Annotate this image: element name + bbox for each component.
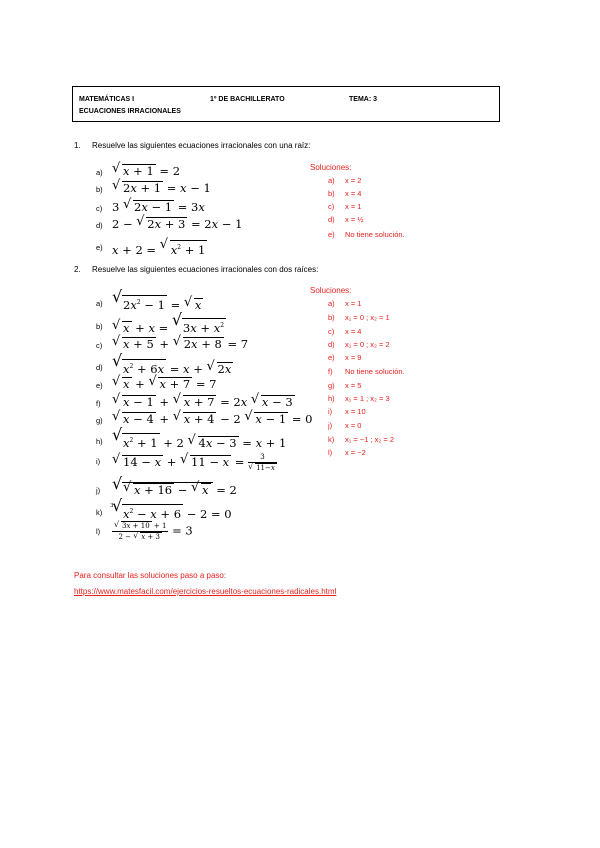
header-unit: ECUACIONES IRRACIONALES — [79, 108, 181, 115]
q2-label-f: f) — [96, 399, 101, 408]
q2-equation-f: √ x − 1 + √ x + 7 = 2x √ x − 3 — [112, 395, 295, 409]
q2-label-g: g) — [96, 416, 103, 425]
q2-solution-c: c) x = 4 — [328, 327, 362, 336]
footer-title: Para consultar las soluciones paso a paso: — [74, 571, 227, 580]
q2-solution-b: b) x₁ = 0 ; x₂ = 1 — [328, 313, 390, 322]
question-2-text: Resuelve las siguientes ecuaciones irracionales con dos raíces: — [92, 265, 319, 274]
header-course: 1º DE BACHILLERATO — [210, 96, 285, 103]
q2-equation-i: √ 14 − x + √ 11 − x = 3 √ 11−x — [112, 453, 277, 473]
q2-equation-l: √ $\frac{3x + 10 + 1}{2 - √ x + 3}$ = 3 — [112, 521, 193, 542]
q2-equation-a: √ $2x^2 - 1$ = √ x — [112, 295, 203, 312]
q2-equation-e: √ x + √ x + 7 = 7 — [112, 377, 216, 391]
q1-label-e: e) — [96, 243, 103, 252]
q1-label-c: c) — [96, 204, 103, 213]
q2-label-l: l) — [96, 527, 101, 536]
q2-solution-a: a) x = 1 — [328, 299, 362, 308]
q2-solution-h: h) x₁ = 1 ; x₂ = 3 — [328, 394, 390, 403]
question-2-number: 2. — [74, 265, 81, 274]
q2-label-j: j) — [96, 486, 101, 495]
q2-solution-g: g) x = 5 — [328, 381, 362, 390]
q1-equation-c: 3 √ 2x − 1 = 3x — [112, 200, 205, 214]
question-2-title — [74, 265, 318, 274]
q2-equation-g: √ x − 4 + √ x + 4 − 2 √ x − 1 = 0 — [112, 412, 312, 426]
q1-solution-c: c) x = 1 — [328, 202, 362, 211]
header-box — [72, 86, 500, 122]
q2-label-h: h) — [96, 437, 103, 446]
question-1-text: Resuelve las siguientes ecuaciones irracionales con una raíz: — [92, 141, 311, 150]
q2-equation-c: √ x + 5 + √ 2x + 8 = 7 — [112, 337, 248, 351]
q1-solution-a: a) x = 2 — [328, 176, 362, 185]
question-1-number: 1. — [74, 141, 81, 150]
q2-solution-d: d) x₁ = 0 ; x₂ = 2 — [328, 340, 390, 349]
q2-label-b: b) — [96, 322, 103, 331]
q2-equation-k: √ 3 $x^2 - x + 6 - 2 = 0$ — [112, 504, 232, 521]
q1-label-b: b) — [96, 185, 103, 194]
q1-equation-a: √ x + 1 = 2 — [112, 164, 180, 178]
q2-label-c: c) — [96, 341, 103, 350]
q2-equation-b: √ x + x = √ $3x + x^2$ — [112, 318, 226, 335]
q1-label-a: a) — [96, 168, 103, 177]
q1-equation-e: x + 2 = √ $x^2 + 1$ — [112, 240, 207, 257]
q2-solution-j: j) x = 0 — [328, 421, 362, 430]
header-topic: TEMA: 3 — [349, 96, 377, 103]
q1-solutions-title: Soluciones: — [310, 163, 352, 172]
q2-label-k: k) — [96, 508, 103, 517]
q1-solution-e: e) No tiene solución. — [328, 230, 405, 239]
q1-equation-d: 2 − √ 2x + 3 = 2x − 1 — [112, 217, 242, 231]
q2-equation-j: √ √ x + 16 − √ x = 2 — [112, 482, 237, 497]
q1-solution-d: d) x = ½ — [328, 215, 364, 224]
question-1-title — [74, 141, 310, 150]
q2-label-e: e) — [96, 381, 103, 390]
q1-solution-b: b) x = 4 — [328, 189, 362, 198]
q2-solutions-title: Soluciones: — [310, 286, 352, 295]
q2-solution-f: f) No tiene solución. — [328, 367, 405, 376]
q1-equation-b: √ 2x + 1 = x − 1 — [112, 181, 211, 195]
q2-label-i: i) — [96, 457, 101, 466]
q2-solution-k: k) x₁ = −1 ; x₂ = 2 — [328, 435, 395, 444]
q2-label-d: d) — [96, 363, 103, 372]
q2-equation-h: √ $x^2 + 1 + 2$ √ 4x − 3 = x + 1 — [112, 433, 286, 450]
q2-label-a: a) — [96, 299, 103, 308]
solutions-link[interactable]: https://www.matesfacil.com/ejercicios-resueltos-ecuaciones-radicales.html — [74, 587, 337, 596]
q2-solution-e: e) x = 9 — [328, 353, 362, 362]
q2-solution-i: i) x = 10 — [328, 407, 366, 416]
q2-equation-d: √ $x^2 + 6x = x$ + √ 2x — [112, 359, 233, 376]
header-subject: MATEMÁTICAS I — [79, 96, 135, 103]
q2-solution-l: l) x = −2 — [328, 448, 366, 457]
q1-label-d: d) — [96, 221, 103, 230]
